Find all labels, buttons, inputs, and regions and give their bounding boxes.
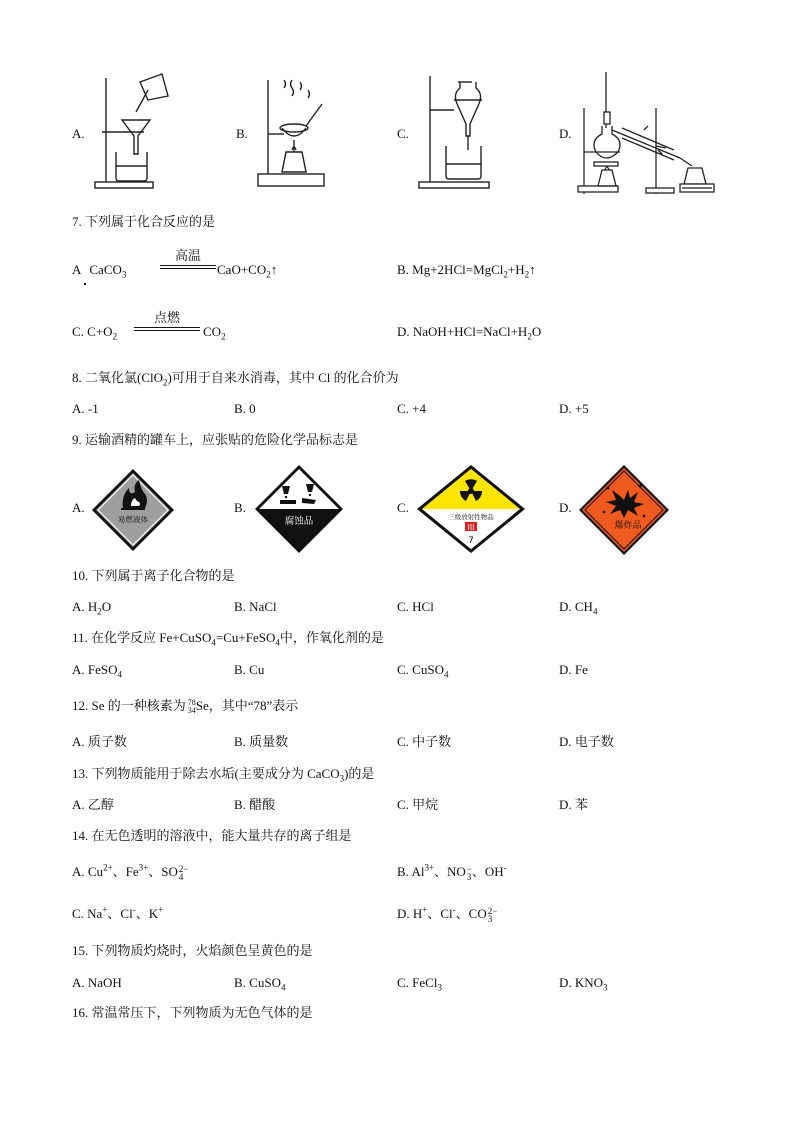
- q13-option-b: B. 醋酸: [234, 797, 276, 812]
- q7-a-condition: 高温: [160, 250, 216, 269]
- q7-c-product: $CO_2$: [203, 324, 226, 342]
- q9-option-d-label: D.: [559, 500, 572, 515]
- q9-option-b-label: B.: [234, 500, 246, 515]
- radioactive-sign: [416, 464, 526, 554]
- q7-option-d: D. $NaOH+HCl=NaCl+H_2O$: [397, 324, 542, 342]
- q10-option-d: D. $CH_4$: [559, 599, 598, 617]
- flammable-liquid-sign: [91, 468, 175, 552]
- q12-stem: 12. Se 的一种核素为 78 34 Se，其中“78”表示: [72, 698, 299, 716]
- corrosive-sign: [254, 464, 344, 554]
- q7-c-condition: 点燃: [134, 312, 200, 331]
- q6-option-c-label: C.: [397, 126, 409, 141]
- q15-stem: 15. 下列物质灼烧时，火焰颜色呈黄色的是: [72, 943, 313, 958]
- q11-option-d: D. Fe: [559, 662, 588, 677]
- q11-option-a: A. FeSO$_4$: [72, 662, 123, 680]
- distillation-apparatus-image: [576, 68, 724, 196]
- q6-option-b-label: B.: [236, 126, 248, 141]
- sign-c-text: 三级放射性物品: [448, 513, 494, 521]
- q15-option-c: C. FeCl$_3$: [397, 975, 442, 993]
- q11-option-c: C. CuSO$_4$: [397, 662, 449, 680]
- stray-dot: [84, 283, 86, 285]
- q11-option-b: B. Cu: [234, 662, 265, 677]
- filtration-apparatus-image: [92, 70, 172, 192]
- q11-stem: 11. 在化学反应 Fe+CuSO$_4$=Cu+FeSO$_4$中，作氧化剂的是: [72, 630, 384, 648]
- q16-stem: 16. 常温常压下，下列物质为无色气体的是: [72, 1005, 313, 1020]
- q8-stem: 8. 二氧化氯(ClO$_2$)可用于自来水消毒，其中 Cl 的化合价为: [72, 370, 399, 388]
- q13-option-a: A. 乙醇: [72, 797, 114, 812]
- q12-option-c: C. 中子数: [397, 734, 452, 749]
- q7-option-c: C. $C+O_2$: [72, 324, 118, 342]
- q6-option-d-label: D.: [559, 126, 572, 141]
- sign-c-class-number: 7: [468, 536, 474, 546]
- q8-option-c: C. +4: [397, 401, 427, 416]
- nuclide-notation: 78 34: [187, 698, 196, 716]
- q14-option-b: B. $Al^{3+}$、NO − 3 、OH-: [397, 862, 507, 883]
- q7-a-products: $CaO+CO_2↑$: [217, 262, 278, 280]
- q14-option-a: A. $Cu^{2+}$、$Fe^{3+}$、SO 2− 4: [72, 862, 189, 883]
- q15-option-b: B. CuSO$_4$: [234, 975, 286, 993]
- sign-d-text: 爆炸品: [614, 521, 642, 531]
- q15-option-d: D. $KNO_3$: [559, 975, 608, 993]
- sign-c-roman: III: [467, 523, 475, 532]
- q12-option-b: B. 质量数: [234, 734, 289, 749]
- q8-option-b: B. 0: [234, 401, 256, 416]
- q12-option-a: A. 质子数: [72, 734, 127, 749]
- q10-option-a: A. $H_2O$: [72, 599, 112, 617]
- q12-option-d: D. 电子数: [559, 734, 614, 749]
- q15-option-a: A. NaOH: [72, 975, 122, 990]
- q8-option-a: A. -1: [72, 401, 99, 416]
- separatory-funnel-apparatus-image: [416, 72, 496, 192]
- q9-stem: 9. 运输酒精的罐车上，应张贴的危险化学品标志是: [72, 432, 359, 447]
- q10-option-c: C. HCl: [397, 599, 434, 614]
- q14-option-c: C. Na+、Cl-、K+: [72, 904, 164, 921]
- sign-a-text: 易燃液体: [118, 515, 148, 524]
- q7-option-a: A CaCO$_3$: [72, 262, 127, 280]
- q10-stem: 10. 下列属于离子化合物的是: [72, 568, 235, 583]
- q9-option-c-label: C.: [397, 500, 409, 515]
- q13-option-d: D. 苯: [559, 797, 588, 812]
- q13-stem: 13. 下列物质能用于除去水垢(主要成分为 CaCO$_3$)的是: [72, 766, 375, 784]
- q14-option-d: D. H+、Cl-、CO 2− 3: [397, 904, 498, 925]
- q6-option-a-label: A.: [72, 126, 85, 141]
- q14-stem: 14. 在无色透明的溶液中，能大量共存的离子组是: [72, 828, 352, 843]
- q13-option-c: C. 甲烷: [397, 797, 439, 812]
- q8-option-d: D. +5: [559, 401, 589, 416]
- q7-stem: 7. 下列属于化合反应的是: [72, 214, 216, 229]
- q9-option-a-label: A.: [72, 500, 85, 515]
- sign-b-text: 腐蚀品: [284, 516, 314, 527]
- q7-option-b: B. $Mg+2HCl=MgCl_2+H_2↑$: [397, 262, 536, 280]
- q10-option-b: B. NaCl: [234, 599, 277, 614]
- explosive-sign: [578, 464, 670, 556]
- evaporation-apparatus-image: [254, 76, 332, 192]
